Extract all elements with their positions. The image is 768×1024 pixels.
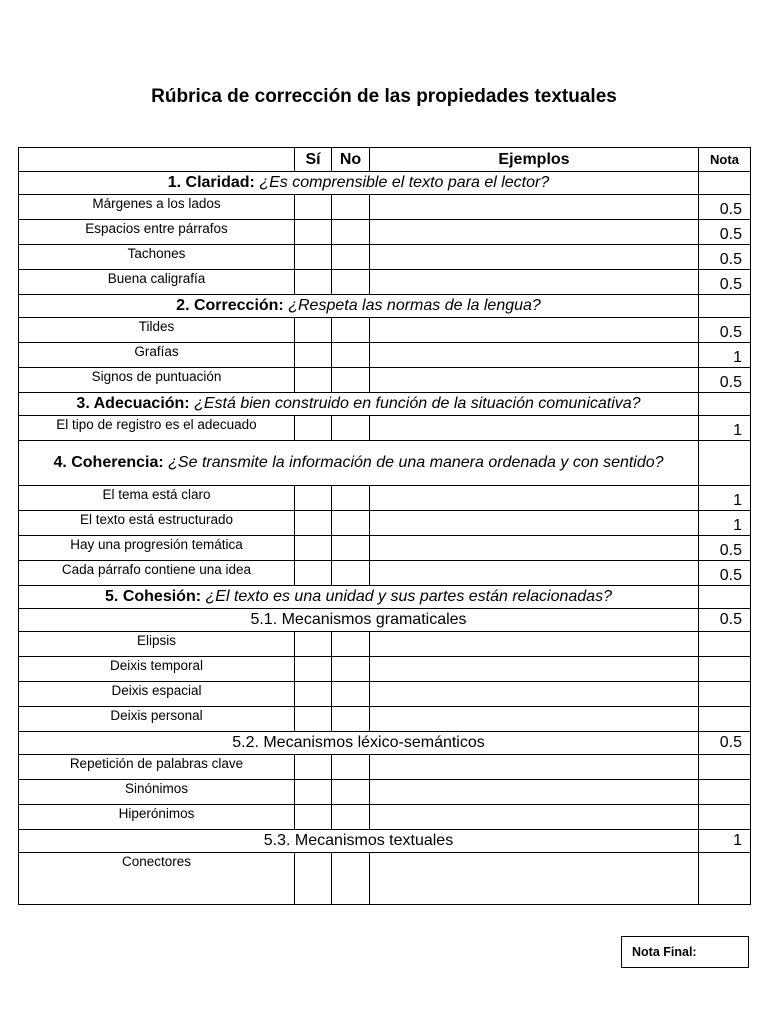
ejemplos-cell[interactable] [370,755,699,780]
no-cell[interactable] [332,707,370,732]
ejemplos-cell[interactable] [370,511,699,536]
nota-cell [699,632,751,657]
si-cell[interactable] [295,561,332,586]
ejemplos-cell[interactable] [370,318,699,343]
section-question: ¿El texto es una unidad y sus partes están relacionadas? [205,588,612,605]
nota-cell [699,853,751,905]
nota-final-label: Nota Final: [632,945,697,959]
section-cohesion [19,586,751,609]
rubric-table [18,147,751,905]
criterion-label: Tildes [19,318,295,343]
si-cell[interactable] [295,245,332,270]
table-row [19,511,751,536]
subsection-label: 5.3. Mecanismos textuales [19,830,699,853]
table-row [19,707,751,732]
nota-value: 0.5 [699,368,751,393]
criterion-label: Deixis temporal [19,657,295,682]
nota-cell [699,393,751,416]
section-question: ¿Es comprensible el texto para el lector? [259,174,550,191]
nota-cell [699,657,751,682]
ejemplos-cell[interactable] [370,195,699,220]
ejemplos-cell[interactable] [370,343,699,368]
criterion-label: Sinónimos [19,780,295,805]
nota-value: 1 [699,830,751,853]
ejemplos-cell[interactable] [370,657,699,682]
nota-cell [699,586,751,609]
ejemplos-cell[interactable] [370,632,699,657]
section-adecuacion [19,393,751,416]
si-cell[interactable] [295,220,332,245]
si-cell[interactable] [295,780,332,805]
nota-value: 0.5 [699,220,751,245]
si-cell[interactable] [295,511,332,536]
ejemplos-cell[interactable] [370,561,699,586]
no-cell[interactable] [332,536,370,561]
ejemplos-cell[interactable] [370,220,699,245]
section-question: ¿Está bien construido en función de la situación comunicativa? [194,395,641,412]
section-label: 5. Cohesión: [105,588,202,605]
si-cell[interactable] [295,343,332,368]
table-row [19,368,751,393]
section-coherencia [19,441,751,486]
no-cell[interactable] [332,270,370,295]
ejemplos-cell[interactable] [370,245,699,270]
table-row [19,755,751,780]
nota-value: 0.5 [699,561,751,586]
section-correccion-title [19,295,699,318]
no-cell[interactable] [332,318,370,343]
no-cell[interactable] [332,245,370,270]
no-cell[interactable] [332,220,370,245]
ejemplos-cell[interactable] [370,416,699,441]
section-cohesion-title [19,586,699,609]
header-ejemplos: Ejemplos [370,148,699,172]
section-label: 2. Corrección: [176,297,284,314]
nota-value: 1 [699,416,751,441]
si-cell[interactable] [295,657,332,682]
ejemplos-cell[interactable] [370,805,699,830]
nota-cell [699,441,751,486]
section-label: 1. Claridad: [167,174,255,191]
table-row [19,343,751,368]
header-criterio [19,148,295,172]
si-cell[interactable] [295,195,332,220]
nota-value: 0.5 [699,245,751,270]
section-adecuacion-title [19,393,699,416]
table-row [19,270,751,295]
no-cell[interactable] [332,486,370,511]
table-row [19,486,751,511]
nota-value: 0.5 [699,536,751,561]
table-row [19,682,751,707]
criterion-label: Espacios entre párrafos [19,220,295,245]
nota-value: 0.5 [699,195,751,220]
no-cell[interactable] [332,657,370,682]
si-cell[interactable] [295,270,332,295]
si-cell[interactable] [295,416,332,441]
si-cell[interactable] [295,853,332,905]
nota-value: 0.5 [699,732,751,755]
table-row [19,245,751,270]
no-cell[interactable] [332,755,370,780]
table-row [19,657,751,682]
no-cell[interactable] [332,511,370,536]
criterion-label: Cada párrafo contiene una idea [19,561,295,586]
subsection-lexicos [19,732,751,755]
subsection-label: 5.1. Mecanismos gramaticales [19,609,699,632]
criterion-label: Deixis personal [19,707,295,732]
si-cell[interactable] [295,805,332,830]
si-cell[interactable] [295,486,332,511]
table-row [19,318,751,343]
nota-cell [699,682,751,707]
no-cell[interactable] [332,368,370,393]
table-row [19,780,751,805]
criterion-label: Conectores [19,853,295,905]
nota-cell [699,295,751,318]
nota-value: 0.5 [699,609,751,632]
nota-cell [699,780,751,805]
criterion-label: Márgenes a los lados [19,195,295,220]
table-row [19,536,751,561]
section-coherencia-title [19,441,699,486]
nota-cell [699,707,751,732]
no-cell[interactable] [332,780,370,805]
table-row [19,853,751,905]
section-question: ¿Se transmite la información de una manera ordenada y con sentido? [168,454,664,471]
no-cell[interactable] [332,561,370,586]
nota-value: 1 [699,511,751,536]
ejemplos-cell[interactable] [370,682,699,707]
section-claridad-title [19,172,699,195]
no-cell[interactable] [332,343,370,368]
nota-cell [699,805,751,830]
no-cell[interactable] [332,195,370,220]
criterion-label: Deixis espacial [19,682,295,707]
ejemplos-cell[interactable] [370,536,699,561]
nota-final-box[interactable] [621,936,749,968]
header-si: Sí [295,148,332,172]
table-row [19,220,751,245]
nota-value: 0.5 [699,270,751,295]
si-cell[interactable] [295,368,332,393]
criterion-label: El tipo de registro es el adecuado [19,416,295,441]
ejemplos-cell[interactable] [370,853,699,905]
table-row [19,561,751,586]
subsection-gramaticales [19,609,751,632]
si-cell[interactable] [295,318,332,343]
si-cell[interactable] [295,682,332,707]
criterion-label: Signos de puntuación [19,368,295,393]
no-cell[interactable] [332,632,370,657]
header-nota: Nota [699,148,751,172]
criterion-label: Repetición de palabras clave [19,755,295,780]
criterion-label: Grafías [19,343,295,368]
criterion-label: Elipsis [19,632,295,657]
header-row [19,148,751,172]
criterion-label: Hiperónimos [19,805,295,830]
no-cell[interactable] [332,682,370,707]
page-title: Rúbrica de corrección de las propiedades textuales [151,86,617,107]
section-label: 4. Coherencia: [53,454,164,471]
criterion-label: Hay una progresión temática [19,536,295,561]
si-cell[interactable] [295,536,332,561]
si-cell[interactable] [295,707,332,732]
si-cell[interactable] [295,755,332,780]
si-cell[interactable] [295,632,332,657]
nota-value: 0.5 [699,318,751,343]
subsection-textuales [19,830,751,853]
section-question: ¿Respeta las normas de la lengua? [288,297,541,314]
nota-value: 1 [699,486,751,511]
header-no: No [332,148,370,172]
nota-cell [699,172,751,195]
no-cell[interactable] [332,805,370,830]
table-row [19,416,751,441]
criterion-label: Buena caligrafía [19,270,295,295]
section-correccion [19,295,751,318]
subsection-label: 5.2. Mecanismos léxico-semánticos [19,732,699,755]
ejemplos-cell[interactable] [370,707,699,732]
table-row [19,195,751,220]
ejemplos-cell[interactable] [370,270,699,295]
criterion-label: El texto está estructurado [19,511,295,536]
no-cell[interactable] [332,416,370,441]
ejemplos-cell[interactable] [370,780,699,805]
nota-cell [699,755,751,780]
table-row [19,805,751,830]
nota-value: 1 [699,343,751,368]
table-row [19,632,751,657]
ejemplos-cell[interactable] [370,486,699,511]
ejemplos-cell[interactable] [370,368,699,393]
no-cell[interactable] [332,853,370,905]
criterion-label: El tema está claro [19,486,295,511]
criterion-label: Tachones [19,245,295,270]
section-label: 3. Adecuación: [76,395,190,412]
section-claridad [19,172,751,195]
